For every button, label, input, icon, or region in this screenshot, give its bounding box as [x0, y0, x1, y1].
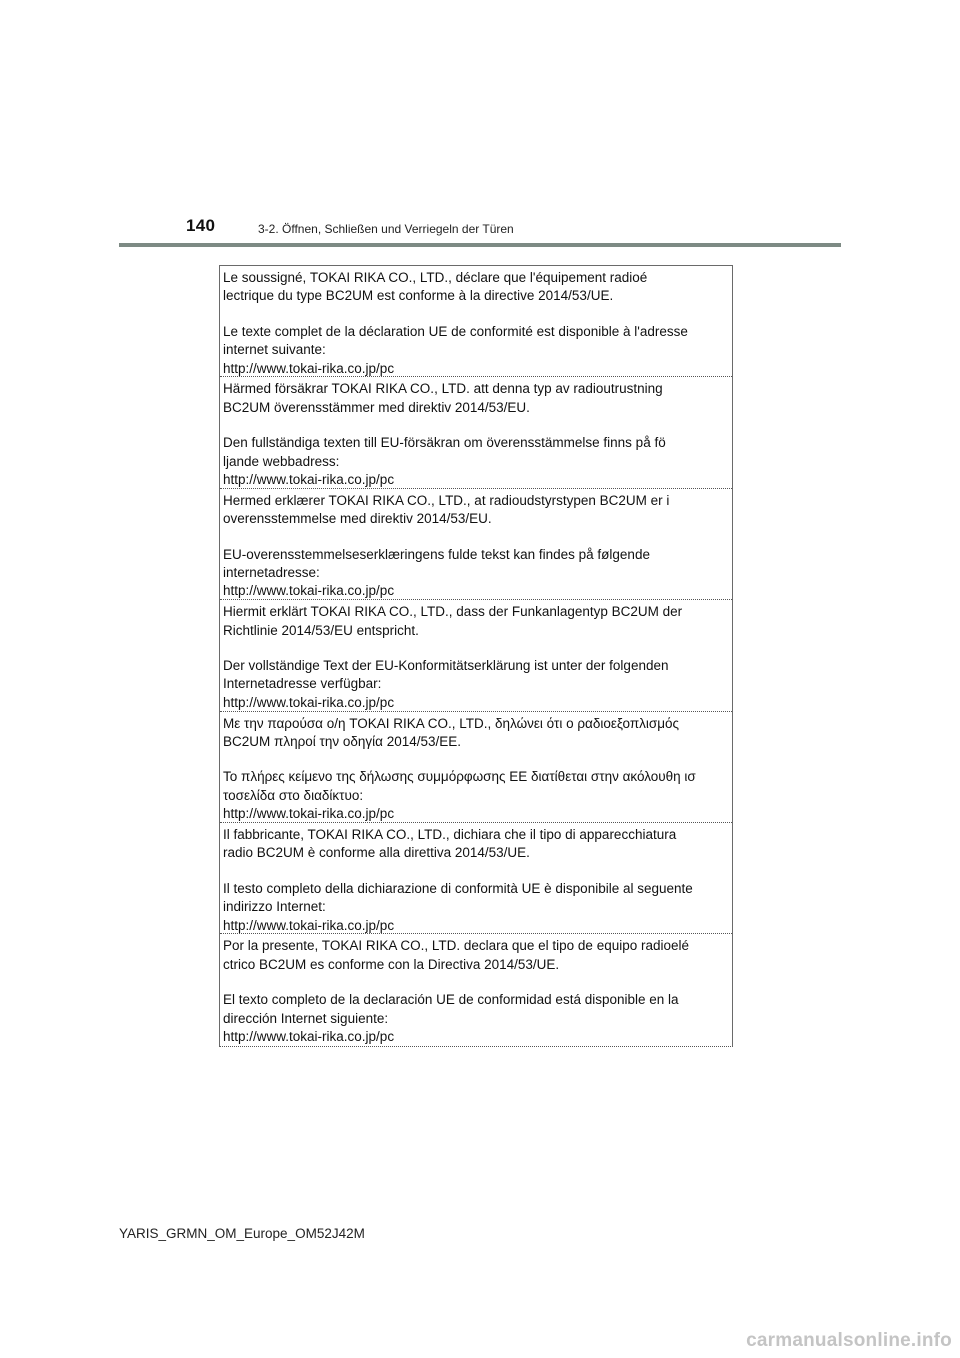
declaration-line: Der vollständige Text der EU-Konformitätserklärung ist unter der folgenden: [223, 657, 669, 673]
declaration-line: ljande webbadress:: [223, 453, 340, 469]
header-rule: [119, 243, 841, 247]
declaration-url: http://www.tokai-rika.co.jp/pc: [223, 472, 395, 488]
declaration-line: lectrique du type BC2UM est conforme à la directive 2014/53/UE.: [223, 288, 614, 304]
declaration-line: Internetadresse verfügbar:: [223, 676, 382, 692]
declaration-line: ctrico BC2UM es conforme con la Directiva 2014/53/UE.: [223, 956, 560, 972]
declaration-line: Hermed erklærer TOKAI RIKA CO., LTD., at radioudstyrstypen BC2UM er i: [223, 492, 670, 508]
declaration-line: El texto completo de la declaración UE de conformidad está disponible en la: [223, 992, 679, 1008]
declaration-url: http://www.tokai-rika.co.jp/pc: [223, 694, 395, 710]
declaration-line: internet suivante:: [223, 342, 326, 358]
declaration-line: overensstemmelse med direktiv 2014/53/EU.: [223, 511, 492, 527]
declaration-block-spanish: [220, 934, 732, 1045]
declaration-line: Le soussigné, TOKAI RIKA CO., LTD., déclare que l'équipement radioé: [223, 270, 648, 285]
declaration-block-italian: [220, 823, 732, 934]
declaration-line: Il testo completo della dichiarazione di conformità UE è disponibile al seguente: [223, 880, 693, 896]
declaration-line: internetadresse:: [223, 565, 320, 580]
declaration-block-danish: [220, 489, 732, 600]
declaration-line: Le texte complet de la déclaration UE de conformité est disponible à l'adresse: [223, 323, 688, 339]
declaration-table: [219, 265, 733, 1047]
declaration-line: Por la presente, TOKAI RIKA CO., LTD. declara que el tipo de equipo radioelé: [223, 938, 690, 954]
page-number: 140: [186, 216, 216, 235]
declaration-block-french: [220, 266, 732, 377]
declaration-line: Il fabbricante, TOKAI RIKA CO., LTD., dichiara che il tipo di apparecchiatura: [223, 826, 677, 842]
declaration-block-swedish: [220, 377, 732, 488]
declaration-block-greek: [220, 712, 732, 823]
declaration-line: Härmed försäkrar TOKAI RIKA CO., LTD. att denna typ av radioutrustning: [223, 381, 663, 397]
footer-document-id: YARIS_GRMN_OM_Europe_OM52J42M: [119, 1226, 365, 1241]
declaration-url: http://www.tokai-rika.co.jp/pc: [223, 583, 395, 599]
declaration-line: EU-overensstemmelseserklæringens fulde tekst kan findes på følgende: [223, 546, 650, 562]
declaration-url: http://www.tokai-rika.co.jp/pc: [223, 806, 395, 822]
declaration-url: http://www.tokai-rika.co.jp/pc: [223, 917, 395, 933]
watermark: carmanualsonline.info: [746, 1330, 952, 1351]
declaration-line: BC2UM πληροί την οδηγία 2014/53/ΕΕ.: [223, 733, 462, 749]
declaration-line: BC2UM överensstämmer med direktiv 2014/53/EU.: [223, 399, 530, 415]
section-title: 3-2. Öffnen, Schließen und Verriegeln der Türen: [258, 222, 514, 236]
declaration-url: http://www.tokai-rika.co.jp/pc: [223, 360, 395, 376]
declaration-line: radio BC2UM è conforme alla direttiva 2014/53/UE.: [223, 845, 530, 861]
declaration-url: http://www.tokai-rika.co.jp/pc: [223, 1028, 395, 1044]
declaration-line: τοσελίδα στο διαδίκτυο:: [223, 787, 364, 803]
declaration-line: Richtlinie 2014/53/EU entspricht.: [223, 622, 419, 638]
declaration-line: dirección Internet siguiente:: [223, 1010, 389, 1026]
declaration-line: indirizzo Internet:: [223, 899, 326, 915]
declaration-line: Με την παρούσα ο/η TOKAI RIKA CO., LTD., δηλώνει ότι ο ραδιοεξοπλισμός: [223, 715, 680, 731]
declaration-line: Hiermit erklärt TOKAI RIKA CO., LTD., dass der Funkanlagentyp BC2UM der: [223, 604, 683, 620]
declaration-line: Το πλήρες κείμενο της δήλωσης συμμόρφωσης ΕΕ διατίθεται στην ακόλουθη ισ: [223, 769, 696, 785]
declaration-block-german: [220, 600, 732, 711]
declaration-line: Den fullständiga texten till EU-försäkran om överensstämmelse finns på fö: [223, 435, 666, 451]
